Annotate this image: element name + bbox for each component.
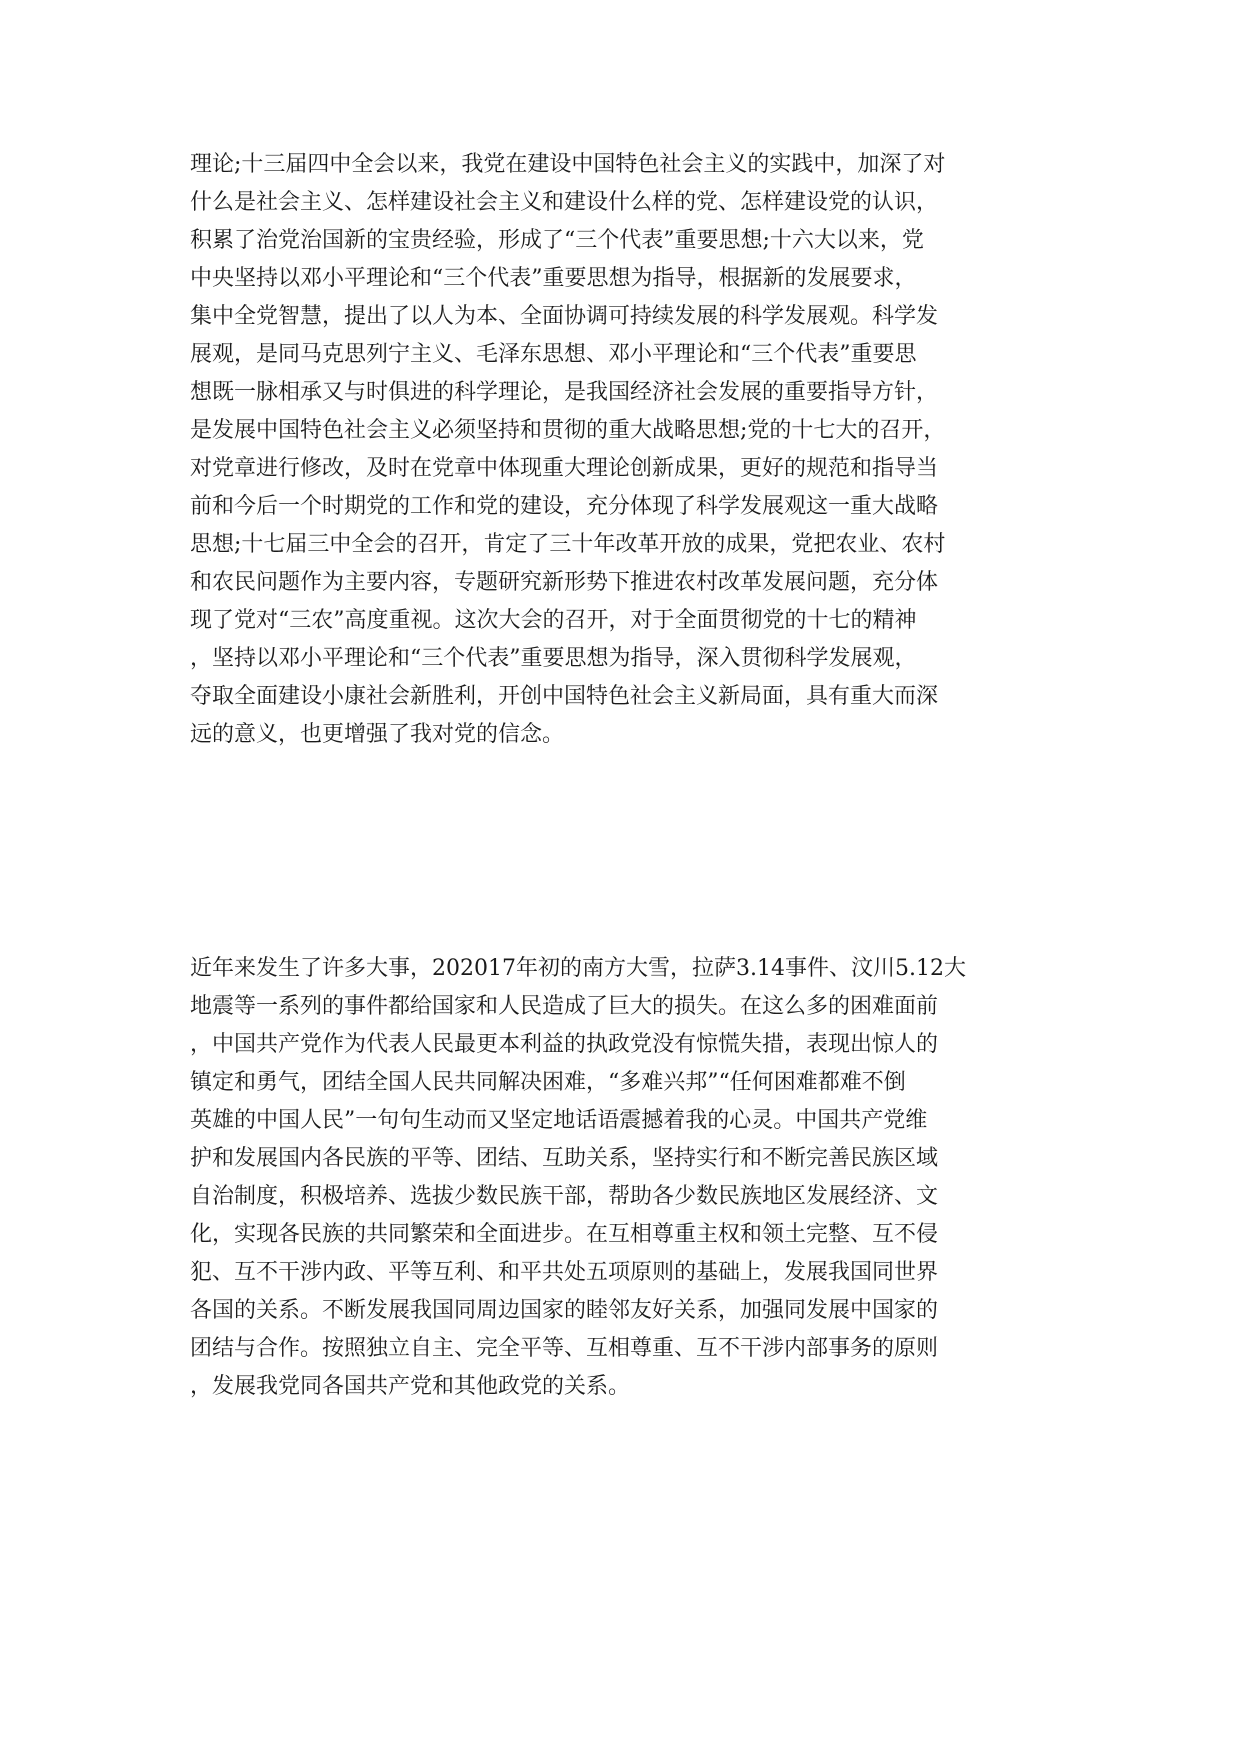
text-line: 犯、互不干涉内政、平等互利、和平共处五项原则的基础上，发展我国同世界 bbox=[190, 1260, 939, 1285]
text-line: 前和今后一个时期党的工作和党的建设，充分体现了科学发展观这一重大战略 bbox=[190, 494, 939, 519]
text-line: 什么是社会主义、怎样建设社会主义和建设什么样的党、怎样建设党的认识， bbox=[190, 190, 939, 215]
text-line: 远的意义，也更增强了我对党的信念。 bbox=[190, 722, 565, 747]
text-line: 护和发展国内各民族的平等、团结、互助关系，坚持实行和不断完善民族区域 bbox=[190, 1146, 939, 1171]
text-line: 对党章进行修改，及时在党章中体现重大理论创新成果，更好的规范和指导当 bbox=[190, 456, 939, 481]
text-line: 自治制度，积极培养、选拔少数民族干部，帮助各少数民族地区发展经济、文 bbox=[190, 1184, 939, 1209]
text-line: 英雄的中国人民”一句句生动而又坚定地话语震撼着我的心灵。中国共产党维 bbox=[190, 1108, 928, 1133]
text-line: 近年来发生了许多大事，202017年初的南方大雪，拉萨3.14事件、汶川5.12大 bbox=[190, 956, 966, 981]
text-line: 想既一脉相承又与时俱进的科学理论，是我国经济社会发展的重要指导方针， bbox=[190, 380, 939, 405]
text-line: 镇定和勇气，团结全国人民共同解决困难，“多难兴邦”“任何困难都难不倒 bbox=[190, 1070, 906, 1095]
text-line: 理论;十三届四中全会以来，我党在建设中国特色社会主义的实践中，加深了对 bbox=[190, 152, 946, 177]
text-line: 中央坚持以邓小平理论和“三个代表”重要思想为指导，根据新的发展要求， bbox=[190, 266, 917, 291]
text-line: ，中国共产党作为代表人民最更本利益的执政党没有惊慌失措，表现出惊人的 bbox=[190, 1032, 939, 1057]
text-line: ，坚持以邓小平理论和“三个代表”重要思想为指导，深入贯彻科学发展观， bbox=[190, 646, 917, 671]
text-line: 集中全党智慧，提出了以人为本、全面协调可持续发展的科学发展观。科学发 bbox=[190, 304, 939, 329]
text-line: 展观，是同马克思列宁主义、毛泽东思想、邓小平理论和“三个代表”重要思 bbox=[190, 342, 917, 367]
text-line: 化，实现各民族的共同繁荣和全面进步。在互相尊重主权和领土完整、互不侵 bbox=[190, 1222, 939, 1247]
text-line: 思想;十七届三中全会的召开，肯定了三十年改革开放的成果，党把农业、农村 bbox=[190, 532, 946, 557]
paragraph-1 bbox=[190, 146, 1090, 754]
text-line: 是发展中国特色社会主义必须坚持和贯彻的重大战略思想;党的十七大的召开， bbox=[190, 418, 946, 443]
paragraph-2 bbox=[190, 950, 1090, 1406]
text-line: 各国的关系。不断发展我国同周边国家的睦邻友好关系，加强同发展中国家的 bbox=[190, 1298, 939, 1323]
text-line: 现了党对“三农”高度重视。这次大会的召开，对于全面贯彻党的十七的精神 bbox=[190, 608, 917, 633]
text-line: ，发展我党同各国共产党和其他政党的关系。 bbox=[190, 1374, 631, 1399]
text-line: 和农民问题作为主要内容，专题研究新形势下推进农村改革发展问题，充分体 bbox=[190, 570, 939, 595]
text-line: 夺取全面建设小康社会新胜利，开创中国特色社会主义新局面，具有重大而深 bbox=[190, 684, 939, 709]
text-line: 地震等一系列的事件都给国家和人民造成了巨大的损失。在这么多的困难面前 bbox=[190, 994, 939, 1019]
text-line: 团结与合作。按照独立自主、完全平等、互相尊重、互不干涉内部事务的原则 bbox=[190, 1336, 939, 1361]
text-line: 积累了治党治国新的宝贵经验，形成了“三个代表”重要思想;十六大以来，党 bbox=[190, 228, 924, 253]
